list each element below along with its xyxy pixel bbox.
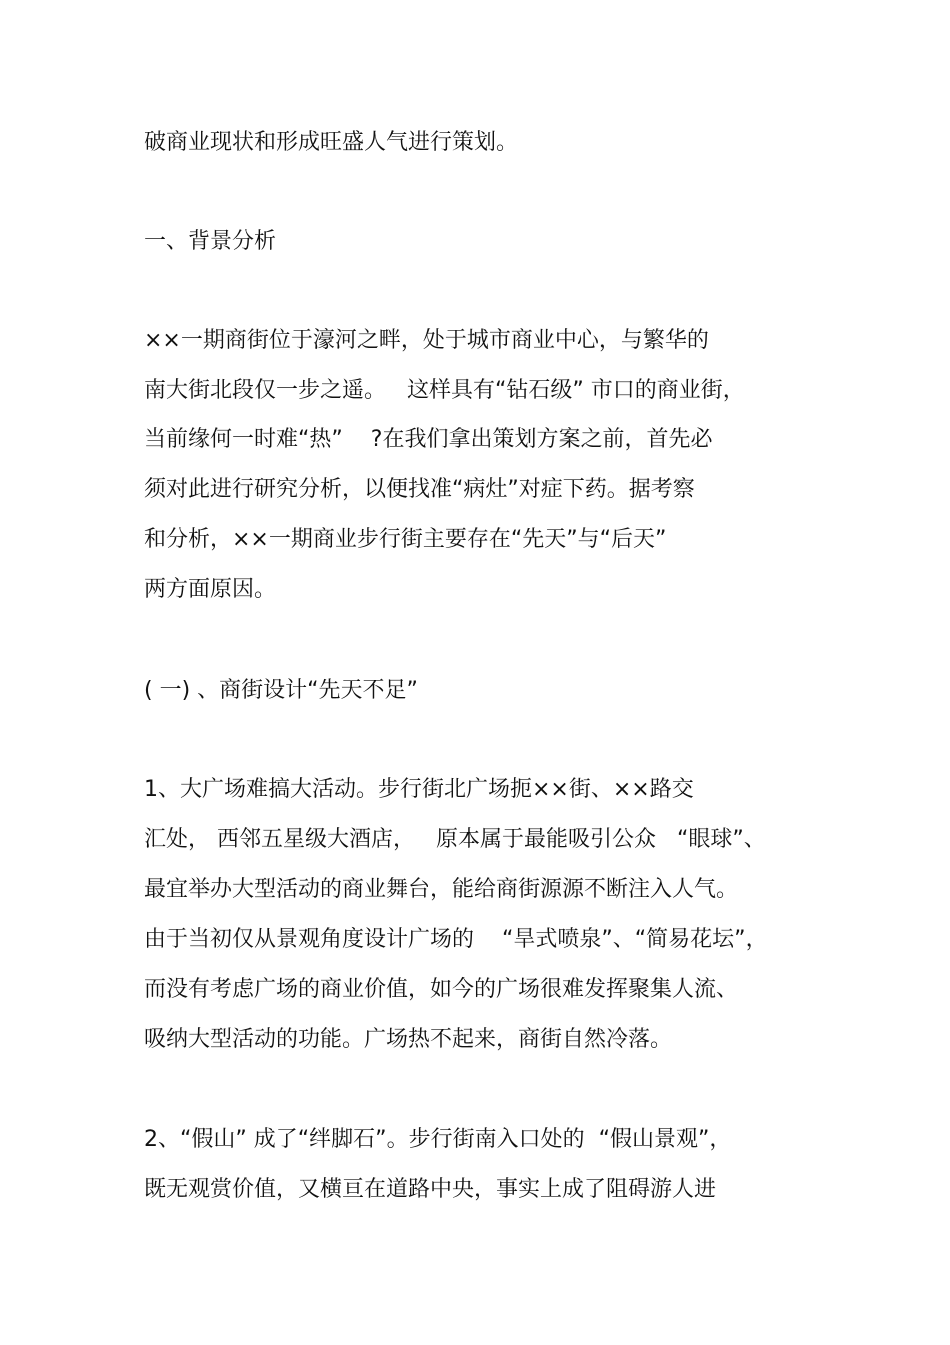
paragraph-line: 两方面原因。 — [144, 577, 277, 602]
paragraph-line: 由于当初仅从景观角度设计广场的 “旱式喷泉”、“简易花坛”， — [144, 927, 768, 952]
section-heading-background-analysis: 一、背景分析 — [144, 229, 277, 254]
paragraph-line: 最宜举办大型活动的商业舞台，能给商街源源不断注入人气。 — [144, 877, 739, 902]
paragraph-line: 而没有考虑广场的商业价值，如今的广场很难发挥聚集人流、 — [144, 977, 739, 1002]
paragraph-line: 2、“假山” 成了“绊脚石”。步行街南入口处的 “假山景观”， — [144, 1127, 732, 1152]
paragraph-line: 1、大广场难搞大活动。步行街北广场扼××街、××路交 — [144, 777, 694, 802]
paragraph-line: 和分析，××一期商业步行街主要存在“先天”与“后天” — [144, 527, 667, 552]
paragraph-line: 当前缘何一时难“热” ?在我们拿出策划方案之前，首先必 — [144, 427, 713, 452]
paragraph-line: 既无观赏价值，又横亘在道路中央，事实上成了阻碍游人进 — [144, 1177, 717, 1202]
paragraph-line: 吸纳大型活动的功能。广场热不起来，商街自然冷落。 — [144, 1027, 673, 1052]
paragraph-line: 南大街北段仅一步之遥。 这样具有“钻石级” 市口的商业街， — [144, 378, 745, 403]
subsection-heading-design-flaws: ( 一) 、商街设计“先天不足” — [144, 678, 418, 703]
paragraph-line-intro: 破商业现状和形成旺盛人气进行策划。 — [144, 130, 519, 155]
paragraph-line: 汇处， 西邻五星级大酒店， 原本属于最能吸引公众 “眼球”、 — [144, 827, 766, 852]
paragraph-line: ××一期商街位于濠河之畔，处于城市商业中心，与繁华的 — [144, 328, 709, 353]
paragraph-line: 须对此进行研究分析，以便找准“病灶”对症下药。据考察 — [144, 477, 695, 502]
